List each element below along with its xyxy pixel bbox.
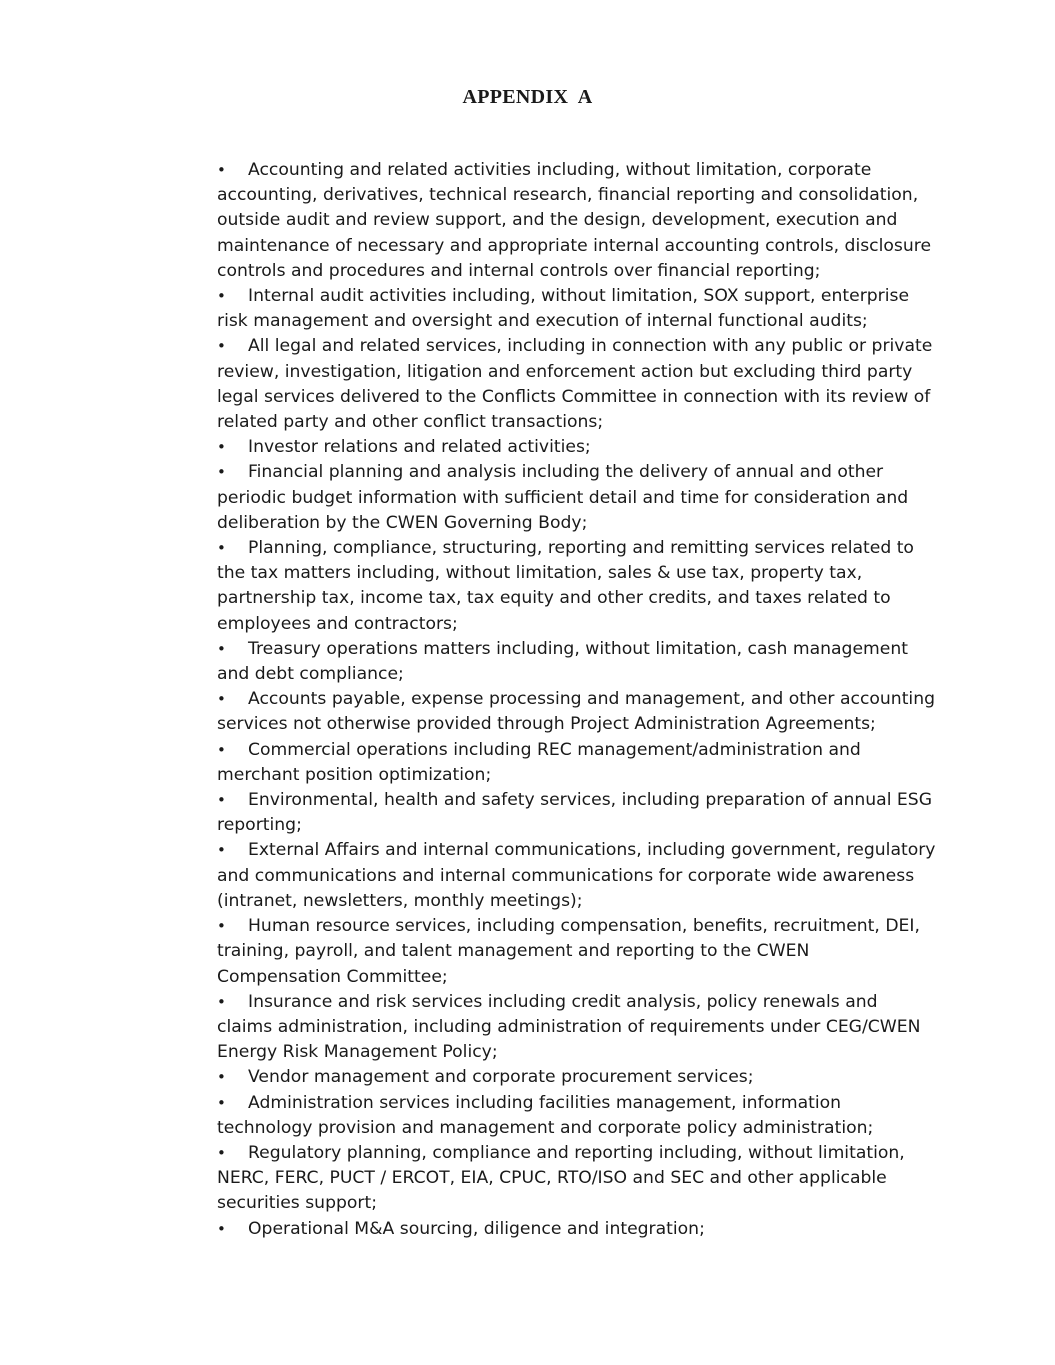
list-item [217,687,937,737]
list-item [217,990,937,1066]
list-item-text: Human resource services, including compensation, benefits, recruitment, DEI, training, payroll, and talent management and reporting to the CWEN Compensation Committee; [217,916,920,987]
bullet-icon: • [217,463,226,482]
bullet-icon: • [217,161,226,179]
list-item [217,435,937,460]
list-item-text: Treasury operations matters including, without limitation, cash management and debt compliance; [217,638,908,685]
list-item-text: Accounts payable, expense processing and management, and other accounting services not otherwise provided through Project Administration Agreements; [217,689,936,735]
list-item-text: Investor relations and related activities; [248,437,591,458]
list-item [217,1217,937,1242]
list-item-text: Environmental, health and safety services, including preparation of annual ESG reporting; [217,790,933,836]
list-item [217,738,937,788]
list-item [217,536,937,637]
bullet-icon: • [217,740,226,759]
list-item-text: Commercial operations including REC management/administration and merchant position optimization; [217,739,861,785]
list-item [217,838,937,914]
list-item-text: Regulatory planning, compliance and reporting including, without limitation, NERC, FERC, PUCT / ERCOT, EIA, CPUC, RTO/ISO and SEC and other applicable securities support; [217,1142,905,1214]
bullet-icon: • [217,1068,226,1087]
bullet-icon: • [217,1219,226,1238]
list-item [217,334,937,435]
list-item [217,460,937,536]
bullet-icon: • [217,1093,226,1112]
page-title: APPENDIX A [462,86,593,108]
list-item [217,637,937,687]
list-item-text: Vendor management and corporate procurement services; [248,1067,754,1088]
list-item [217,788,937,838]
bullet-icon: • [217,539,226,558]
bullet-icon: • [217,791,226,810]
bullet-icon: • [217,690,226,709]
bullet-icon: • [217,917,226,936]
list-item [217,1091,937,1141]
bullet-icon: • [217,1143,226,1162]
list-item [217,1141,937,1217]
list-item [217,158,937,284]
services-list [217,158,937,1242]
list-item-text: Administration services including facilities management, information technology provision and management and corporate policy administration; [217,1092,874,1138]
bullet-icon: • [217,337,226,356]
bullet-icon: • [217,639,226,658]
list-item-text: Accounting and related activities including, without limitation, corporate accounting, derivatives, technical research, financial reporting and consolidation, outside audit and review support, and the design, development, execution and maintenance of necessary and appropriate internal accounting controls, disclosure controls and procedures and internal controls over financial reporting; [217,160,932,281]
list-item-text: Insurance and risk services including credit analysis, policy renewals and claims administration, including administration of requirements under CEG/CWEN Energy Risk Management Policy; [217,991,921,1063]
list-item [217,914,937,990]
bullet-icon: • [217,992,226,1011]
list-item [217,284,937,334]
bullet-icon: • [217,841,226,860]
list-item-text: Financial planning and analysis including the delivery of annual and other periodic budget information with sufficient detail and time for consideration and deliberation by the CWEN Governing Body; [217,462,909,533]
list-item-text: All legal and related services, including in connection with any public or private review, investigation, litigation and enforcement action but excluding third party legal services delivered to the Conflicts Committee in connection with its review of related party and other conflict transactions; [217,336,933,433]
list-item-text: Internal audit activities including, without limitation, SOX support, enterprise risk management and oversight and execution of internal functional audits; [217,286,910,332]
bullet-icon: • [217,438,226,457]
list-item-text: External Affairs and internal communications, including government, regulatory and communications and internal communications for corporate wide awareness (intranet, newsletters, monthly meetings); [217,840,936,911]
list-item [217,1065,937,1090]
list-item-text: Planning, compliance, structuring, reporting and remitting services related to the tax matters including, without limitation, sales & use tax, property tax, partnership tax, income tax, tax equity and other credits, and taxes related to employees and contractors; [217,538,914,634]
list-item-text: Operational M&A sourcing, diligence and integration; [248,1218,705,1239]
bullet-icon: • [217,287,226,306]
